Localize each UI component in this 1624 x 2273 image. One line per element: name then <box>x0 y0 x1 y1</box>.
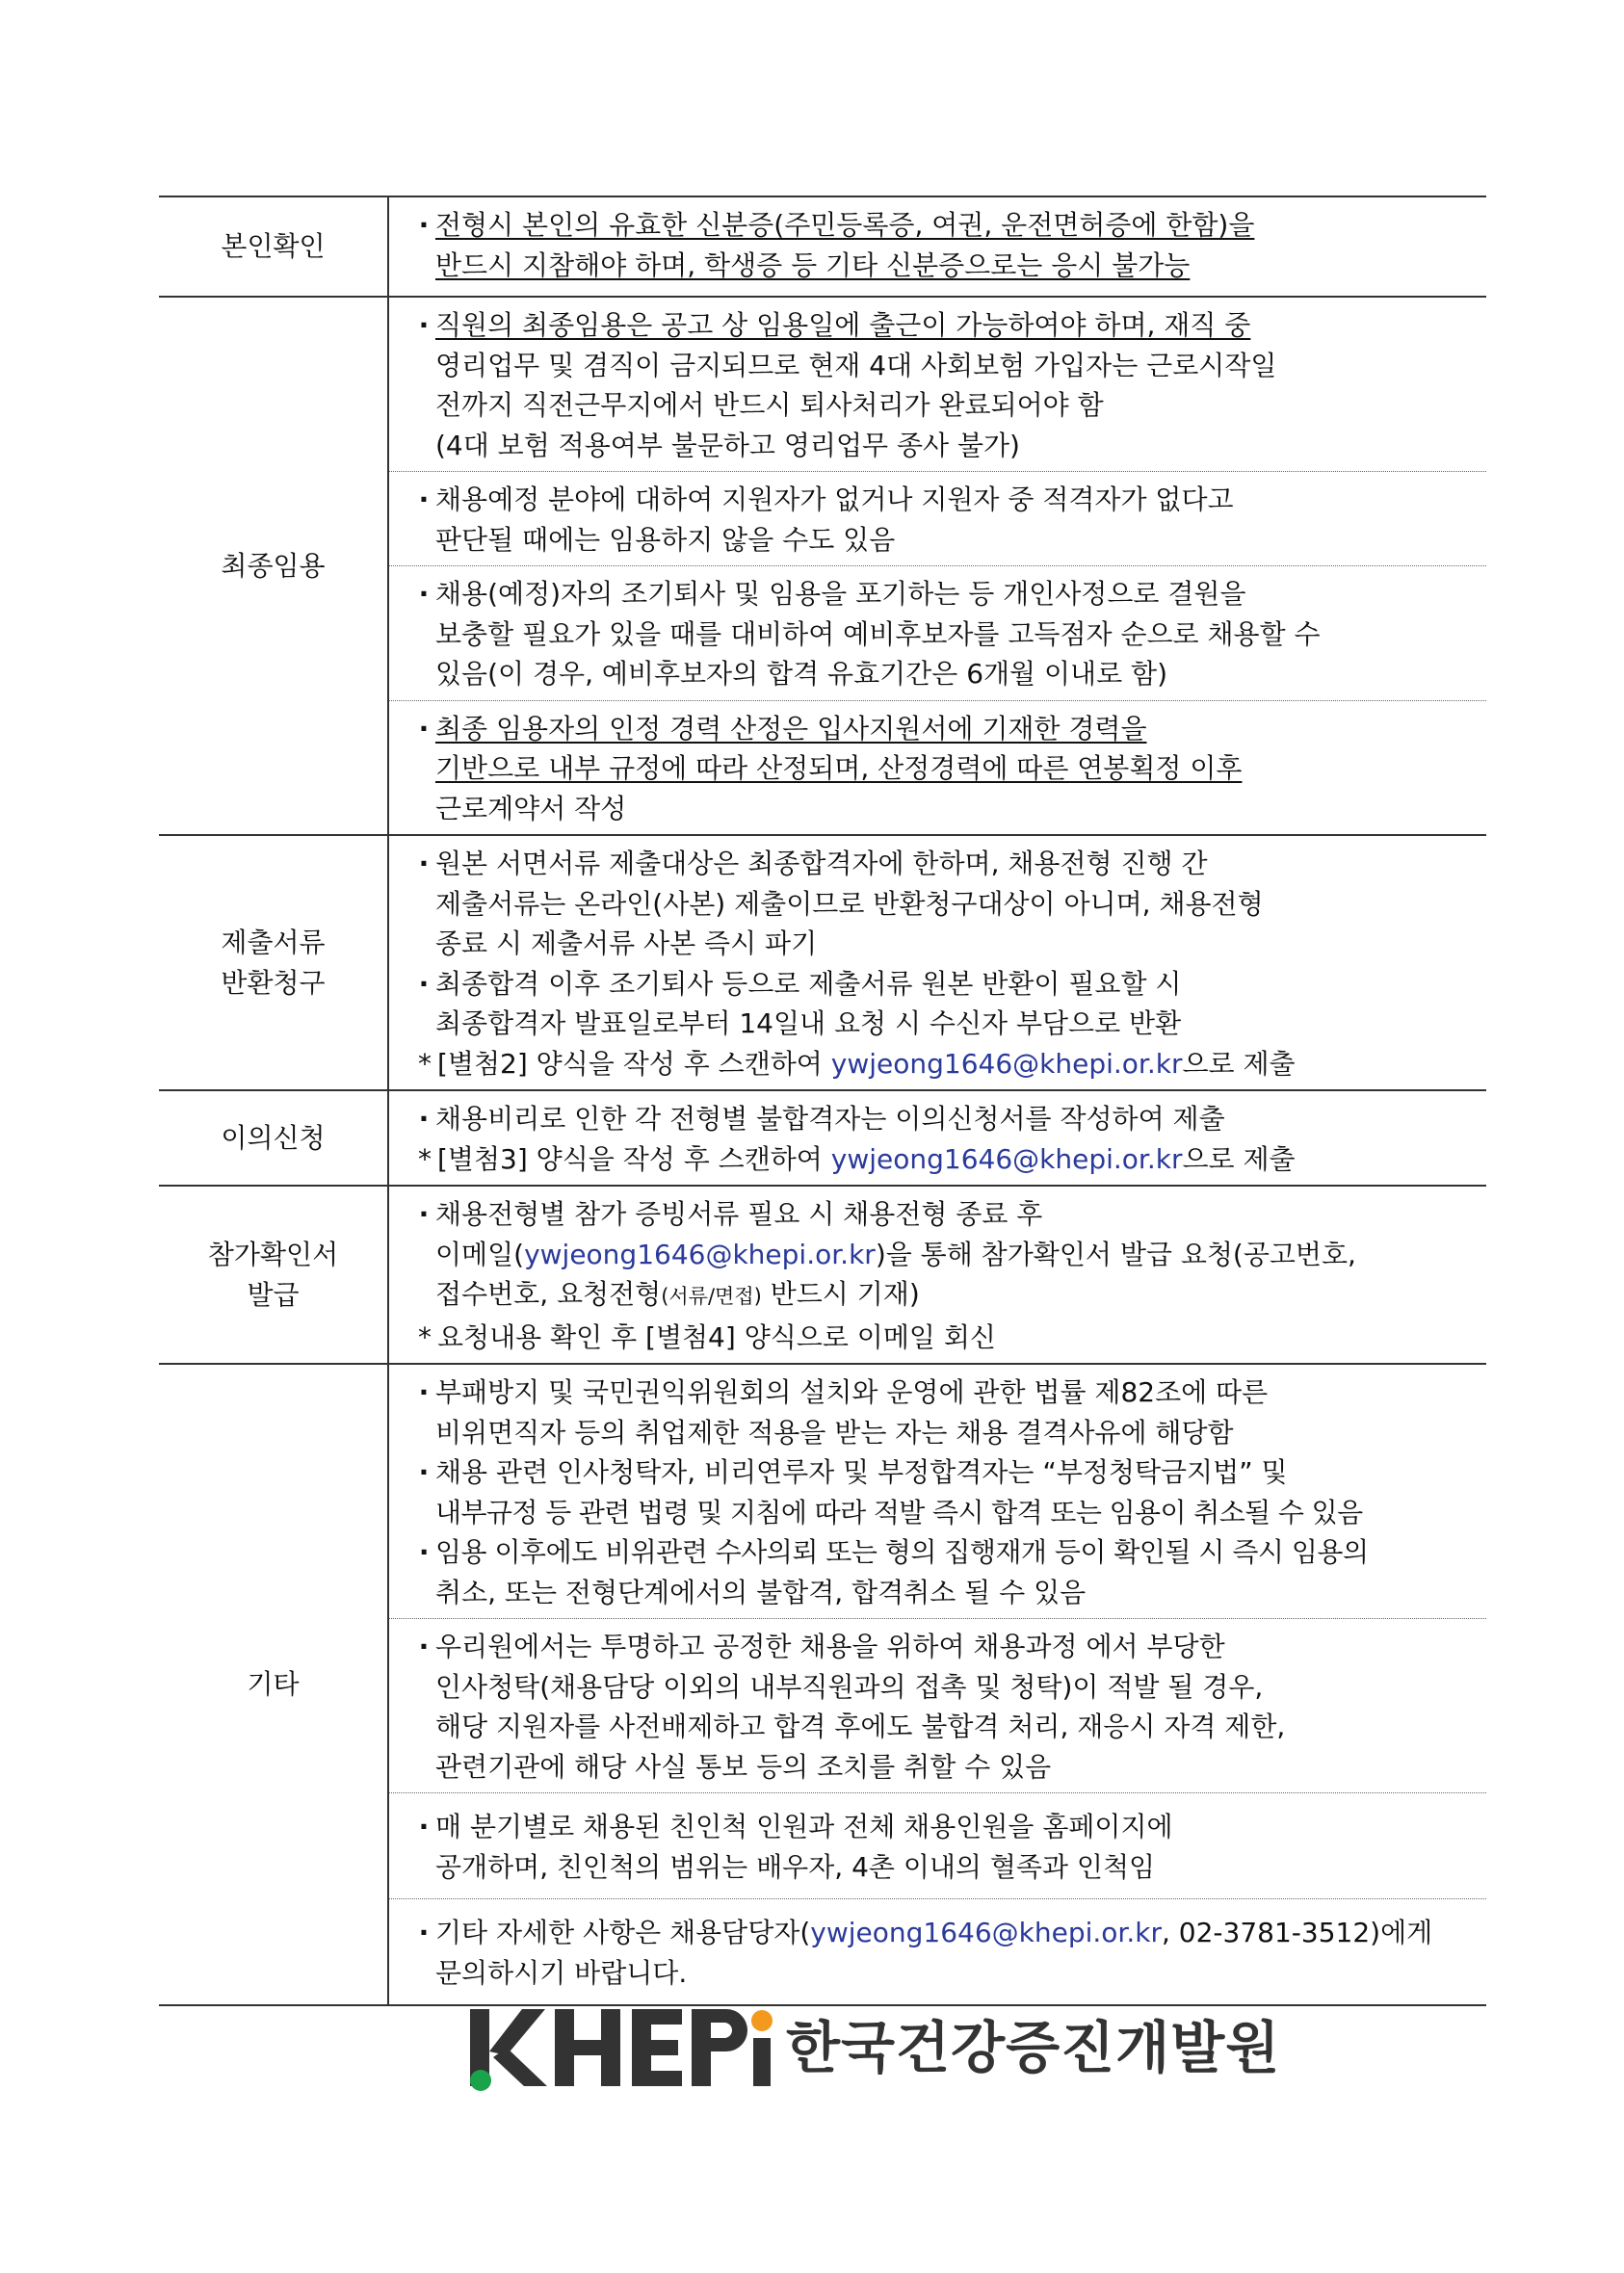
label-final-appointment: 최종임용 <box>159 297 388 835</box>
row-final-appointment <box>159 297 1486 835</box>
identity-line-1: · 전형시 본인의 유효한 신분증(주민등록증, 여권, 운전면허증에 한함)을 <box>412 205 1473 246</box>
row-other <box>159 1364 1486 2005</box>
objection-note: * [별첨3] 양식을 작성 후 스캔하여 ywjeong1646@khepi.or.kr으로 제출 <box>412 1139 1473 1180</box>
identity-line-2: 반드시 지참해야 하며, 학생증 등 기타 신분증으로는 응시 불가능 <box>435 248 1191 281</box>
label-participation-certificate: 참가확인서 발급 <box>159 1186 388 1364</box>
document-return-block: · 원본 서면서류 제출대상은 최종합격자에 한하며, 채용전형 진행 간 제출서류는 온라인(사본) 제출이므로 반환청구대상이 아니며, 채용전형 종료 시 제출서류 사본 즉시 파기 · 최종합격 이후 조기퇴사 등으로 제출서류 원본 반환이 필요할 시 최종합격자 발표일로부터 14일내 요청 시 수신자 부담으로 반환 * [별첨2] 양식을 작성 후 스캔하여 ywjeong1646@khepi.or.kr으로 제출 <box>389 836 1486 1089</box>
row-objection <box>159 1090 1486 1186</box>
row-identity <box>159 196 1486 297</box>
label-document-return: 제출서류 반환청구 <box>159 835 388 1090</box>
participation-block: · 채용전형별 참가 증빙서류 필요 시 채용전형 종료 후 이메일(ywjeong1646@khepi.or.kr)을 통해 참가확인서 발급 요청(공고번호, 접수번호, 요청전형(서류/면접) 반드시 기재) * 요청내용 확인 후 [별첨4] 양식으로 이메일 회신 <box>389 1187 1486 1363</box>
document-return-note: * [별첨2] 양식을 작성 후 스캔하여 ywjeong1646@khepi.or.kr으로 제출 <box>412 1044 1473 1084</box>
row-document-return <box>159 835 1486 1090</box>
final-appointment-block-1: · 직원의 최종임용은 공고 상 임용일에 출근이 가능하여야 하며, 재직 중 영리업무 및 겸직이 금지되므로 현재 4대 사회보험 가입자는 근로시작일 전까지 직전근무지에서 반드시 퇴사처리가 완료되어야 함 (4대 보험 적용여부 불문하고 영리업무 종사 불가) <box>389 298 1486 471</box>
label-identity: 본인확인 <box>159 196 388 297</box>
khepi-logo <box>468 2001 1281 2094</box>
identity-block <box>389 197 1486 291</box>
final-appointment-block-3: · 채용(예정)자의 조기퇴사 및 임용을 포기하는 등 개인사정으로 결원을 보충할 필요가 있을 때를 대비하여 예비후보자를 고득점자 순으로 채용할 수 있음(이 경우, 예비후보자의 합격 유효기간은 6개월 이내로 함) <box>389 565 1486 700</box>
email-link[interactable]: ywjeong1646@khepi.or.kr <box>830 1047 1183 1080</box>
final-appointment-block-4: · 최종 임용자의 인정 경력 산정은 입사지원서에 기재한 경력을 기반으로 내부 규정에 따라 산정되며, 산정경력에 따른 연봉획정 이후 근로계약서 작성 <box>389 700 1486 835</box>
label-other: 기타 <box>159 1364 388 2005</box>
email-link[interactable]: ywjeong1646@khepi.or.kr <box>524 1238 876 1270</box>
row-participation-certificate <box>159 1186 1486 1364</box>
other-block-2: · 우리원에서는 투명하고 공정한 채용을 위하여 채용과정 에서 부당한 인사청탁(채용담당 이외의 내부직원과의 접촉 및 청탁)이 적발 될 경우, 해당 지원자를 사전배제하고 합격 후에도 불합격 처리, 재응시 자격 제한, 관련기관에 해당 사실 통보 등의 조치를 취할 수 있음 <box>389 1618 1486 1792</box>
other-block-3: · 매 분기별로 채용된 친인척 인원과 전체 채용인원을 홈페이지에 공개하며, 친인척의 범위는 배우자, 4촌 이내의 혈족과 인척임 <box>389 1792 1486 1898</box>
recruitment-notice-table <box>159 196 1486 2006</box>
email-link[interactable]: ywjeong1646@khepi.or.kr <box>830 1142 1183 1175</box>
objection-block: · 채용비리로 인한 각 전형별 불합격자는 이의신청서를 작성하여 제출 * [별첨3] 양식을 작성 후 스캔하여 ywjeong1646@khepi.or.kr으로 제출 <box>389 1091 1486 1185</box>
organization-name: 한국건강증진개발원 <box>786 2015 1281 2080</box>
other-block-1: · 부패방지 및 국민권익위원회의 설치와 운영에 관한 법률 제82조에 따른 비위면직자 등의 취업제한 적용을 받는 자는 채용 결격사유에 해당함 · 채용 관련 인사청탁자, 비리연루자 및 부정합격자는 “부정청탁금지법” 및 내부규정 등 관련 법령 및 지침에 따라 적발 즉시 합격 또는 임용이 취소될 수 있음 · 임용 이후에도 비위관련 수사의뢰 또는 형의 집행재개 등이 확인될 시 즉시 임용의 취소, 또는 전형단계에서의 불합격, 합격취소 될 수 있음 <box>389 1365 1486 1618</box>
khepi-logo-mark <box>468 2001 776 2094</box>
other-block-4: · 기타 자세한 사항은 채용담당자(ywjeong1646@khepi.or.kr, 02-3781-3512)에게 문의하시기 바랍니다. <box>389 1898 1486 2004</box>
label-objection: 이의신청 <box>159 1090 388 1186</box>
notice-table <box>159 196 1486 2006</box>
email-link[interactable]: ywjeong1646@khepi.or.kr <box>810 1917 1162 1948</box>
final-appointment-block-2: · 채용예정 분야에 대하여 지원자가 없거나 지원자 중 적격자가 없다고 판단될 때에는 임용하지 않을 수도 있음 <box>389 471 1486 565</box>
